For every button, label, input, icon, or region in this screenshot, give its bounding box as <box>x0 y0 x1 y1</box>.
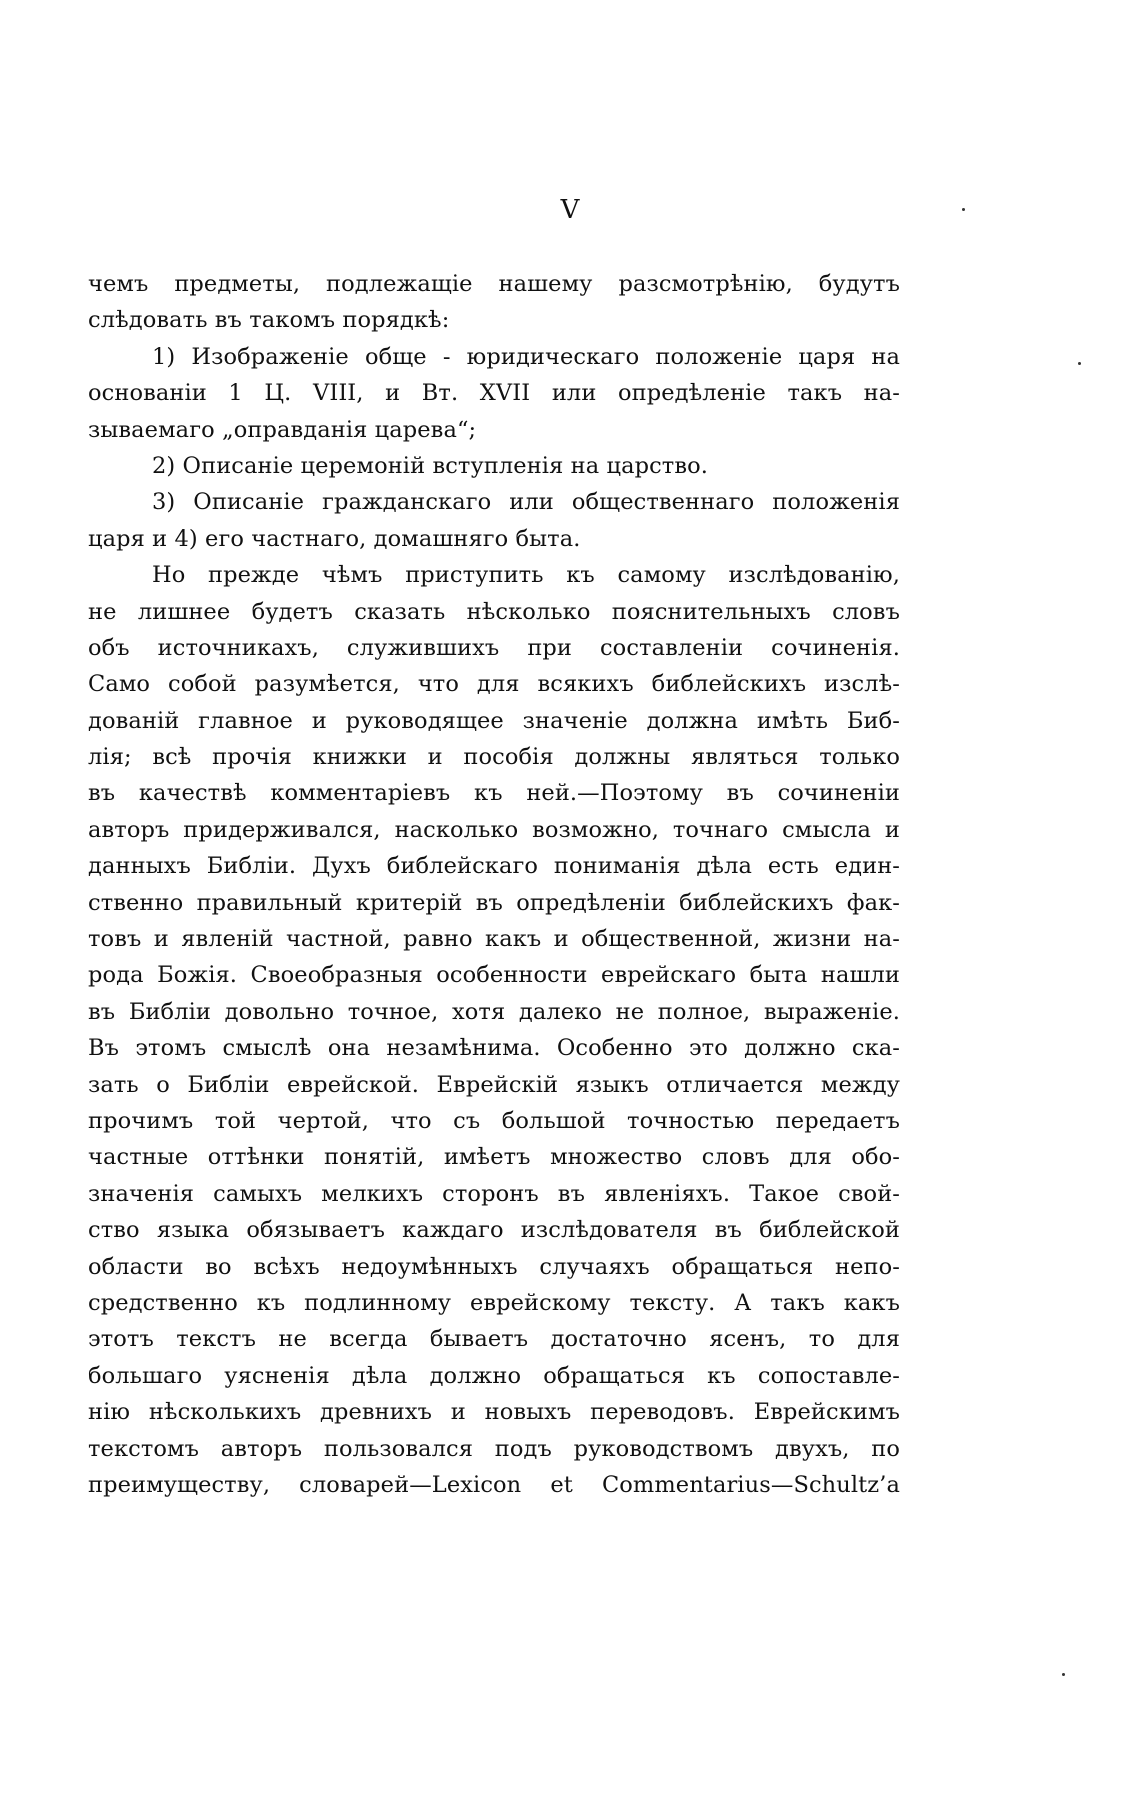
text-line: лія; всѣ прочія книжки и пособія должны являться только <box>88 744 900 771</box>
text-line: значенія самыхъ мелкихъ сторонъ въ явленіяхъ. Такое свой- <box>88 1180 900 1207</box>
text-line: нію нѣсколькихъ древнихъ и новыхъ переводовъ. Еврейскимъ <box>88 1399 900 1426</box>
text-line: въ качествѣ комментаріевъ къ ней.—Поэтому въ сочиненіи <box>88 780 900 807</box>
text-line: данныхъ Библіи. Духъ библейскаго пониманія дѣла есть един- <box>88 853 900 880</box>
text-line: большаго уясненія дѣла должно обращаться къ сопоставле- <box>88 1362 900 1389</box>
text-line: объ источникахъ, служившихъ при составленіи сочиненія. <box>88 634 900 661</box>
text-line: средственно къ подлинному еврейскому тексту. А такъ какъ <box>88 1289 900 1316</box>
text-line: зываемаго „оправданія царева“; <box>88 416 477 443</box>
scan-speck <box>962 208 965 211</box>
text-line: 2) Описаніе церемоній вступленія на царство. <box>152 452 709 479</box>
text-line: рода Божія. Своеобразныя особенности еврейскаго быта нашли <box>88 962 900 989</box>
text-line: преимуществу, словарей—Lexicon et Commentarius—Schultz’a <box>88 1471 900 1498</box>
scan-speck <box>1062 1673 1065 1676</box>
text-line: прочимъ той чертой, что съ большой точностью передаетъ <box>88 1107 900 1134</box>
text-line: области во всѣхъ недоумѣнныхъ случаяхъ обращаться непо- <box>88 1253 900 1280</box>
text-line: зать о Библіи еврейской. Еврейскій языкъ отличается между <box>88 1071 900 1098</box>
text-line: не лишнее будетъ сказать нѣсколько пояснительныхъ словъ <box>88 598 900 625</box>
text-line: текстомъ авторъ пользовался подъ руководствомъ двухъ, по <box>88 1435 900 1462</box>
text-line: ство языка обязываетъ каждаго изслѣдователя въ библейской <box>88 1217 900 1244</box>
text-line: основаніи 1 Ц. VIII, и Вт. XVII или опредѣленіе такъ на- <box>88 380 900 407</box>
text-line: 3) Описаніе гражданскаго или общественнаго положенія <box>152 489 900 516</box>
text-line: дованій главное и руководящее значеніе должна имѣть Биб- <box>88 707 900 734</box>
text-line: чемъ предметы, подлежащіе нашему разсмотрѣнію, будутъ <box>88 271 900 297</box>
text-line: 1) Изображеніе обще - юридическаго положеніе царя на <box>152 343 900 370</box>
text-line: Въ этомъ смыслѣ она незамѣнима. Особенно это должно ска- <box>88 1035 900 1062</box>
text-line: ственно правильный критерій въ опредѣленіи библейскихъ фак- <box>88 889 900 916</box>
text-line: царя и 4) его частнаго, домашняго быта. <box>88 525 581 552</box>
text-line: авторъ придерживался, насколько возможно, точнаго смысла и <box>88 816 900 843</box>
text-line: Само собой разумѣется, что для всякихъ библейскихъ изслѣ- <box>88 671 900 698</box>
body-text <box>88 266 900 1503</box>
text-line: частные оттѣнки понятій, имѣетъ множество словъ для обо- <box>88 1144 900 1171</box>
text-line: въ Библіи довольно точное, хотя далеко не полное, выраженіе. <box>88 998 900 1025</box>
page-number: V <box>560 195 580 225</box>
scan-speck <box>1078 362 1081 365</box>
text-line: товъ и явленій частной, равно какъ и общественной, жизни на- <box>88 926 900 953</box>
text-line: Но прежде чѣмъ приступить къ самому изслѣдованію, <box>152 562 900 589</box>
text-line: слѣдовать въ такомъ порядкѣ: <box>88 307 450 334</box>
text-line: этотъ текстъ не всегда бываетъ достаточно ясенъ, то для <box>88 1326 900 1353</box>
